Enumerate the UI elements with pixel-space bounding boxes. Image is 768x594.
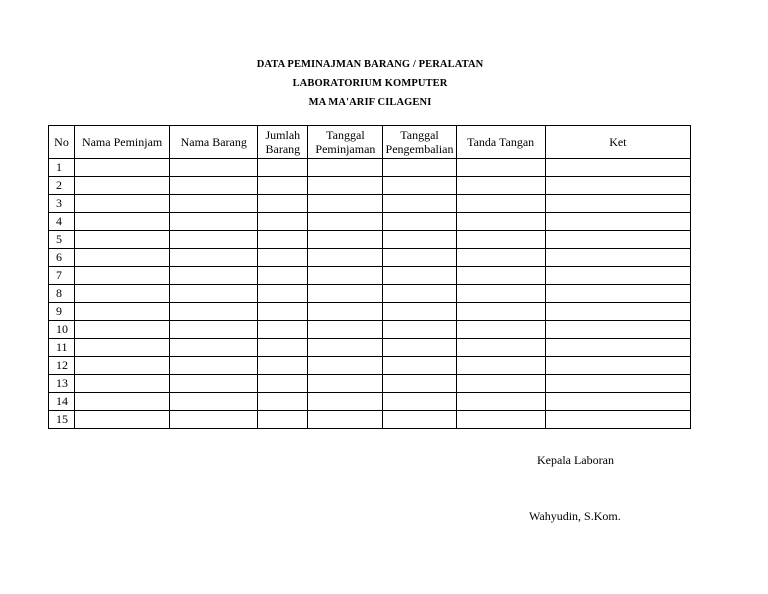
table-row <box>49 321 691 339</box>
table-row <box>49 267 691 285</box>
table-cell-col-tanda-tangan <box>456 303 545 321</box>
table-cell-col-ket <box>545 393 690 411</box>
table-cell-col-jumlah-barang <box>258 267 308 285</box>
row-number: 8 <box>49 285 75 303</box>
table-header-row <box>49 126 691 159</box>
table-cell-col-nama-peminjam <box>75 303 170 321</box>
header-col-ket <box>545 126 690 159</box>
table-row <box>49 303 691 321</box>
table-cell-col-tanggal-pengembalian <box>383 231 456 249</box>
table-cell-col-tanggal-peminjaman <box>308 231 383 249</box>
table-cell-col-tanda-tangan <box>456 321 545 339</box>
table-cell-col-tanggal-pengembalian <box>383 285 456 303</box>
header-col-jumlah-barang <box>258 126 308 159</box>
table-cell-col-nama-barang <box>170 177 258 195</box>
table-cell-col-ket <box>545 267 690 285</box>
row-number: 1 <box>49 159 75 177</box>
table-cell-col-tanggal-pengembalian <box>383 303 456 321</box>
table-cell-col-tanggal-pengembalian <box>383 195 456 213</box>
table-cell-col-tanda-tangan <box>456 177 545 195</box>
table-cell-col-tanggal-peminjaman <box>308 339 383 357</box>
table-cell-col-tanggal-peminjaman <box>308 267 383 285</box>
signature-title: Kepala Laboran <box>537 453 614 467</box>
table-cell-col-tanda-tangan <box>456 159 545 177</box>
table-cell-col-tanggal-peminjaman <box>308 303 383 321</box>
table-cell-col-nama-barang <box>170 393 258 411</box>
table-row <box>49 177 691 195</box>
table-cell-col-nama-barang <box>170 231 258 249</box>
table-row <box>49 159 691 177</box>
table-cell-col-tanggal-pengembalian <box>383 267 456 285</box>
table-body <box>49 159 691 429</box>
header-text: Ket <box>609 135 627 149</box>
table-cell-col-nama-barang <box>170 357 258 375</box>
table-cell-col-nama-barang <box>170 213 258 231</box>
table-cell-col-ket <box>545 321 690 339</box>
table-cell-col-tanggal-peminjaman <box>308 375 383 393</box>
header-text: Barang <box>265 142 301 156</box>
row-number: 11 <box>49 339 75 357</box>
table-cell-col-tanda-tangan <box>456 339 545 357</box>
document-header <box>0 55 740 112</box>
table-cell-col-nama-peminjam <box>75 375 170 393</box>
table-cell-col-ket <box>545 339 690 357</box>
table-cell-col-nama-peminjam <box>75 339 170 357</box>
header-text: Pengembalian <box>385 142 454 156</box>
loan-table <box>48 125 691 429</box>
header-col-tanggal-peminjaman <box>308 126 383 159</box>
table-cell-col-jumlah-barang <box>258 195 308 213</box>
table-cell-col-nama-peminjam <box>75 213 170 231</box>
row-number: 7 <box>49 267 75 285</box>
table-row <box>49 213 691 231</box>
table-cell-col-ket <box>545 303 690 321</box>
table-cell-col-nama-barang <box>170 285 258 303</box>
table-cell-col-tanggal-peminjaman <box>308 213 383 231</box>
table-cell-col-tanggal-peminjaman <box>308 177 383 195</box>
table-cell-col-nama-barang <box>170 249 258 267</box>
header-text: Tanggal <box>400 128 439 142</box>
table-cell-col-nama-barang <box>170 339 258 357</box>
table-row <box>49 195 691 213</box>
table-cell-col-tanda-tangan <box>456 357 545 375</box>
table-cell-col-nama-barang <box>170 303 258 321</box>
table-cell-col-jumlah-barang <box>258 303 308 321</box>
table-row <box>49 411 691 429</box>
table-row <box>49 285 691 303</box>
header-text: Nama Barang <box>180 135 247 149</box>
header-text: Tanda Tangan <box>467 135 535 149</box>
table-cell-col-jumlah-barang <box>258 177 308 195</box>
table-cell-col-ket <box>545 177 690 195</box>
header-col-nama-peminjam <box>75 126 170 159</box>
table-cell-col-tanda-tangan <box>456 231 545 249</box>
table-cell-col-ket <box>545 249 690 267</box>
signature-name: Wahyudin, S.Kom. <box>529 509 621 523</box>
table-cell-col-tanggal-pengembalian <box>383 393 456 411</box>
table-cell-col-jumlah-barang <box>258 321 308 339</box>
table-cell-col-nama-peminjam <box>75 177 170 195</box>
title-line-1: DATA PEMINAJMAN BARANG / PERALATAN <box>256 59 484 70</box>
title-line-3: MA MA'ARIF CILAGENI <box>308 97 432 108</box>
table-cell-col-jumlah-barang <box>258 339 308 357</box>
table-cell-col-tanda-tangan <box>456 195 545 213</box>
table-row <box>49 393 691 411</box>
table-cell-col-ket <box>545 159 690 177</box>
table-cell-col-nama-peminjam <box>75 411 170 429</box>
table-cell-col-nama-peminjam <box>75 267 170 285</box>
table-cell-col-ket <box>545 195 690 213</box>
row-number: 12 <box>49 357 75 375</box>
table-cell-col-tanggal-peminjaman <box>308 285 383 303</box>
row-number: 6 <box>49 249 75 267</box>
table-cell-col-nama-peminjam <box>75 321 170 339</box>
header-text: Nama Peminjam <box>81 135 163 149</box>
table-cell-col-tanda-tangan <box>456 249 545 267</box>
table-cell-col-nama-barang <box>170 159 258 177</box>
table-cell-col-tanggal-pengembalian <box>383 177 456 195</box>
header-text: No <box>54 135 69 149</box>
table-cell-col-nama-barang <box>170 321 258 339</box>
table-cell-col-nama-peminjam <box>75 357 170 375</box>
row-number: 9 <box>49 303 75 321</box>
row-number: 10 <box>49 321 75 339</box>
table-cell-col-jumlah-barang <box>258 249 308 267</box>
table-cell-col-tanggal-peminjaman <box>308 249 383 267</box>
table-cell-col-tanda-tangan <box>456 267 545 285</box>
table-cell-col-tanggal-peminjaman <box>308 357 383 375</box>
table-row <box>49 357 691 375</box>
table-cell-col-jumlah-barang <box>258 231 308 249</box>
table-cell-col-tanggal-pengembalian <box>383 249 456 267</box>
header-text: Tanggal <box>326 128 365 142</box>
table-cell-col-nama-barang <box>170 267 258 285</box>
table-cell-col-tanggal-pengembalian <box>383 321 456 339</box>
table-cell-col-tanda-tangan <box>456 393 545 411</box>
header-col-tanggal-pengembalian <box>383 126 456 159</box>
table-cell-col-tanggal-peminjaman <box>308 321 383 339</box>
row-number: 13 <box>49 375 75 393</box>
row-number: 2 <box>49 177 75 195</box>
row-number: 5 <box>49 231 75 249</box>
row-number: 3 <box>49 195 75 213</box>
table-row <box>49 231 691 249</box>
table-row <box>49 249 691 267</box>
row-number: 4 <box>49 213 75 231</box>
table-cell-col-ket <box>545 411 690 429</box>
row-number: 14 <box>49 393 75 411</box>
table-cell-col-ket <box>545 357 690 375</box>
table-cell-col-nama-peminjam <box>75 285 170 303</box>
table-cell-col-tanggal-peminjaman <box>308 393 383 411</box>
table-cell-col-tanggal-peminjaman <box>308 411 383 429</box>
table-cell-col-jumlah-barang <box>258 411 308 429</box>
table-cell-col-jumlah-barang <box>258 285 308 303</box>
table-cell-col-tanggal-peminjaman <box>308 159 383 177</box>
table-row <box>49 339 691 357</box>
table-cell-col-nama-barang <box>170 411 258 429</box>
header-col-nama-barang <box>170 126 258 159</box>
table-cell-col-nama-barang <box>170 195 258 213</box>
header-text: Jumlah <box>265 128 301 142</box>
header-text: Peminjaman <box>315 142 376 156</box>
table-cell-col-nama-peminjam <box>75 231 170 249</box>
table-cell-col-jumlah-barang <box>258 213 308 231</box>
table-cell-col-ket <box>545 285 690 303</box>
table-cell-col-tanda-tangan <box>456 213 545 231</box>
table-cell-col-tanggal-pengembalian <box>383 159 456 177</box>
table-row <box>49 375 691 393</box>
table-cell-col-ket <box>545 231 690 249</box>
table-cell-col-tanggal-pengembalian <box>383 357 456 375</box>
table-cell-col-ket <box>545 213 690 231</box>
table-cell-col-ket <box>545 375 690 393</box>
header-col-no <box>49 126 75 159</box>
table-cell-col-jumlah-barang <box>258 357 308 375</box>
table-cell-col-jumlah-barang <box>258 159 308 177</box>
table-cell-col-tanggal-pengembalian <box>383 411 456 429</box>
table-cell-col-nama-peminjam <box>75 393 170 411</box>
table-cell-col-nama-peminjam <box>75 249 170 267</box>
table-cell-col-jumlah-barang <box>258 375 308 393</box>
table-cell-col-tanda-tangan <box>456 375 545 393</box>
table-cell-col-tanggal-pengembalian <box>383 213 456 231</box>
header-col-tanda-tangan <box>456 126 545 159</box>
table-cell-col-tanda-tangan <box>456 411 545 429</box>
row-number: 15 <box>49 411 75 429</box>
title-line-2: LABORATORIUM KOMPUTER <box>292 78 448 89</box>
table-cell-col-tanda-tangan <box>456 285 545 303</box>
table-cell-col-tanggal-peminjaman <box>308 195 383 213</box>
table-cell-col-nama-barang <box>170 375 258 393</box>
table-cell-col-nama-peminjam <box>75 195 170 213</box>
table-cell-col-jumlah-barang <box>258 393 308 411</box>
table-cell-col-nama-peminjam <box>75 159 170 177</box>
table-cell-col-tanggal-pengembalian <box>383 339 456 357</box>
table-cell-col-tanggal-pengembalian <box>383 375 456 393</box>
